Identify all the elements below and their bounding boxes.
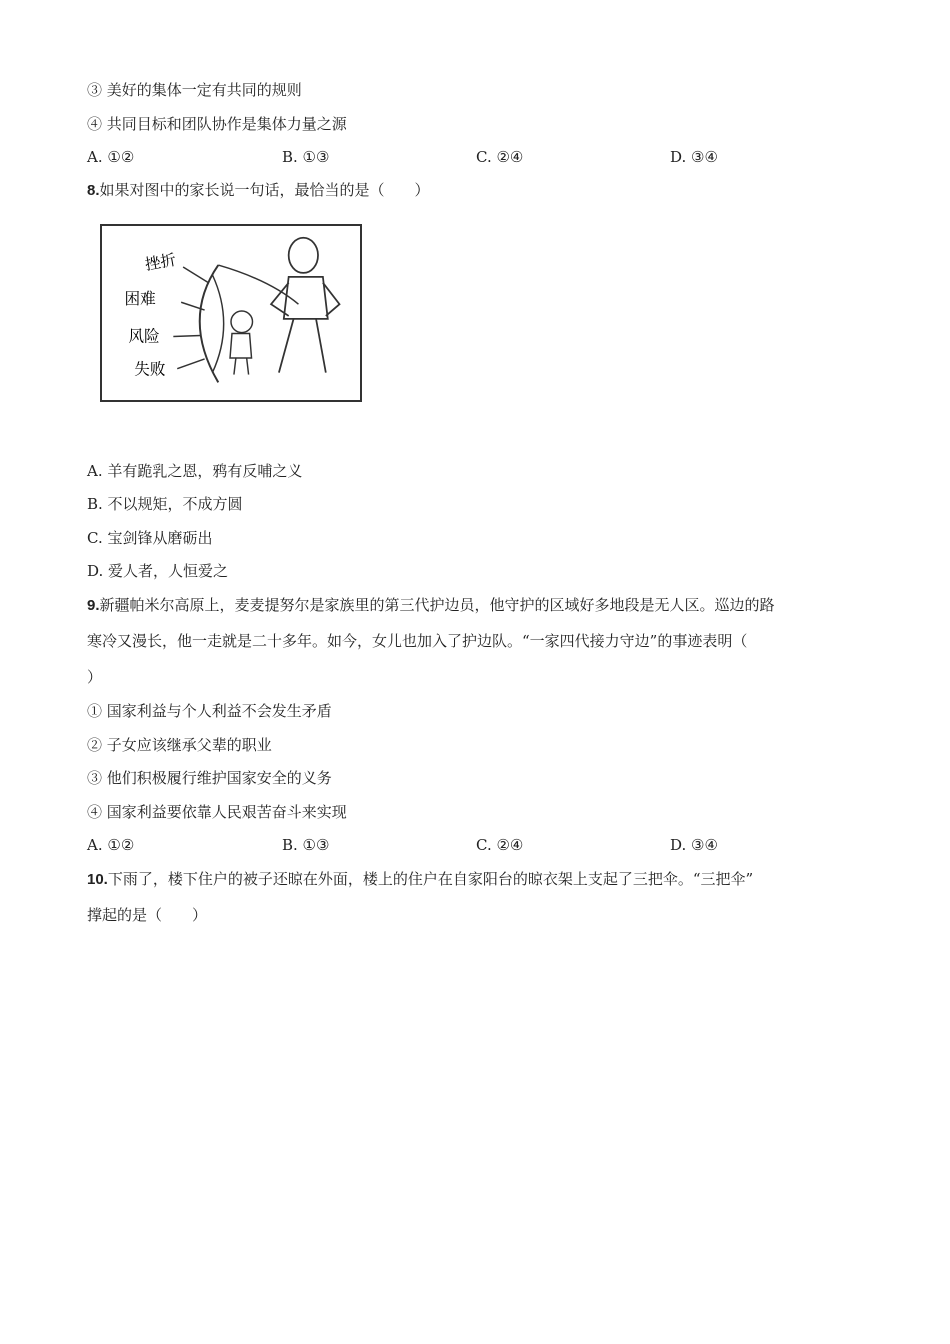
q9-item-2: ② 子女应该继承父辈的职业 (87, 736, 272, 754)
q9-option-d: D. ③④ (670, 836, 718, 854)
q8-stem-text: 如果对图中的家长说一句话，最恰当的是（ ） (99, 181, 430, 199)
q9-item-1: ① 国家利益与个人利益不会发生矛盾 (87, 702, 332, 720)
q7-option-c: C. ②④ (476, 148, 524, 166)
q8-option-b: B. 不以规矩，不成方圆 (87, 495, 243, 513)
q9-option-b: B. ①③ (282, 836, 330, 854)
q10-number: 10. (87, 871, 108, 888)
q9-number: 9. (87, 597, 100, 614)
q7-option-b: B. ①③ (282, 148, 330, 166)
q9-stem-line3: ） (87, 668, 103, 686)
q10-stem-line2: 撑起的是（ ） (87, 906, 208, 924)
label-failure: 失败 (134, 359, 166, 379)
q9-stem-line2: 寒冷又漫长，他一走就是二十多年。如今，女儿也加入了护边队。“一家四代接力守边”的事迹表明（ (87, 632, 748, 650)
q8-number: 8. (87, 182, 100, 199)
q9-stem-text-1: 新疆帕米尔高原上，麦麦提努尔是家族里的第三代护边员，他守护的区域好多地段是无人区。巡边的路 (99, 596, 775, 614)
q8-option-d: D. 爱人者，人恒爱之 (87, 562, 229, 580)
q10-stem-line1 (87, 869, 753, 890)
label-risk: 风险 (128, 326, 160, 346)
q8-option-c: C. 宝剑锋从磨砺出 (87, 529, 213, 547)
q9-stem-line1 (87, 595, 775, 616)
q7-item-3: ③ 美好的集体一定有共同的规则 (87, 81, 302, 99)
q8-stem (87, 180, 430, 201)
q9-option-a: A. ①② (87, 836, 135, 854)
label-difficulty: 困难 (124, 289, 156, 309)
arrows (173, 267, 208, 369)
q8-option-a: A. 羊有跪乳之恩，鸦有反哺之义 (87, 462, 303, 480)
q7-item-4: ④ 共同目标和团队协作是集体力量之源 (87, 115, 347, 133)
q8-cartoon-svg (102, 226, 360, 400)
child-figure (230, 311, 252, 375)
q7-option-d: D. ③④ (670, 148, 718, 166)
parent-figure (271, 238, 339, 373)
q7-option-a: A. ①② (87, 148, 135, 166)
q9-item-3: ③ 他们积极履行维护国家安全的义务 (87, 769, 332, 787)
q8-cartoon-figure (100, 224, 362, 402)
q9-option-c: C. ②④ (476, 836, 524, 854)
q9-item-4: ④ 国家利益要依靠人民艰苦奋斗来实现 (87, 803, 347, 821)
label-setback: 挫折 (143, 249, 178, 274)
q10-stem-text-1: 下雨了，楼下住户的被子还晾在外面，楼上的住户在自家阳台的晾衣架上支起了三把伞。“三把伞” (107, 870, 754, 888)
umbrella-inner (212, 275, 223, 373)
